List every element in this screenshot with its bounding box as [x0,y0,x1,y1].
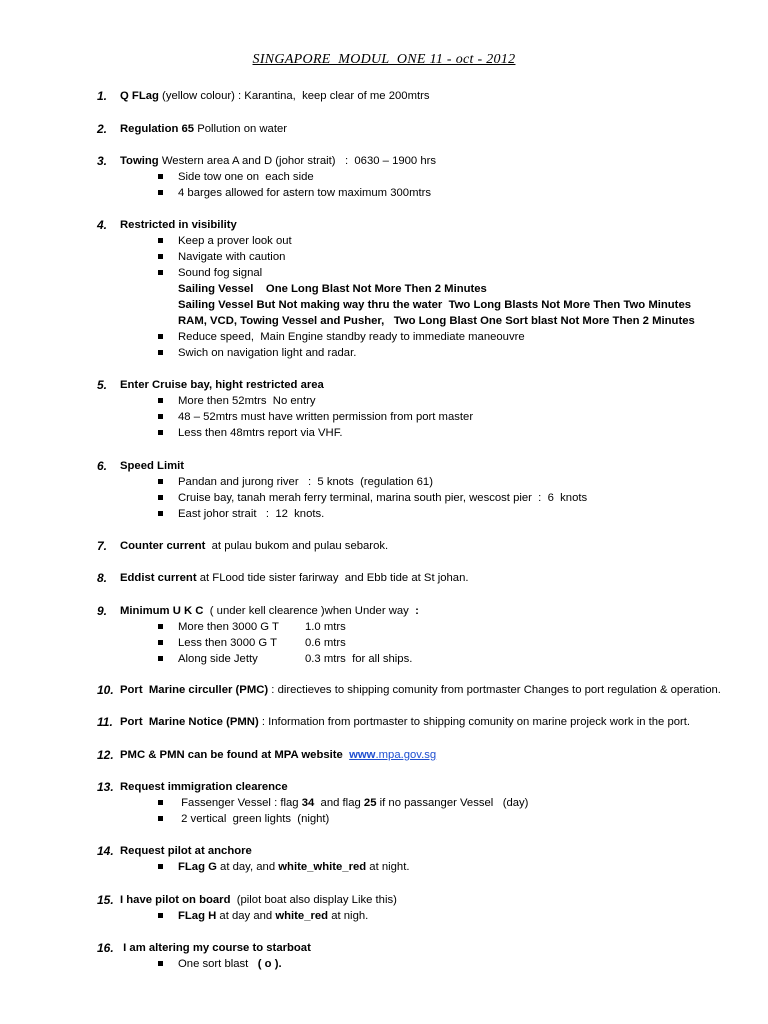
bullet-text-part: Reduce speed, Main Engine standby ready to immediate maneouvre [178,331,525,343]
item-number: 15. [97,893,114,907]
ukc-label: More then 3000 G T [178,621,279,633]
item-number: 12. [97,748,114,762]
bullet-square-icon [158,624,163,629]
bullet-square-icon [158,656,163,661]
item-number: 2. [97,122,108,136]
bullet-text [178,410,473,424]
bullet-text [178,909,368,923]
ukc-value: 0.3 mtrs for all ships. [305,653,413,665]
item-number: 7. [97,539,108,553]
item-heading: Restricted in visibility [120,219,237,231]
bullet-text [178,812,329,826]
bullet-square-icon [158,190,163,195]
bullet-text-part: 4 barges allowed for astern tow maximum 300mtrs [178,187,432,199]
bullet-square-icon [158,495,163,500]
item-text [120,780,288,794]
item-number: 4. [97,218,108,232]
item-text [120,89,430,103]
item-heading: Request pilot at anchore [120,845,252,857]
bullet-text-part: Side tow one on each side [178,171,314,183]
item-text [120,218,237,232]
item-description: ( under kell clearence )when Under way [203,605,409,617]
item-heading: Counter current [120,540,206,552]
item-text [120,941,311,955]
bullet-square-icon [158,350,163,355]
item-text [120,893,397,907]
item-number: 8. [97,571,108,585]
bullet-text-part: at night. [366,861,410,873]
bullet-square-icon [158,640,163,645]
item-text [120,683,721,697]
item-heading: Towing [120,155,159,167]
bullet-text-part: More then 52mtrs No entry [178,395,316,407]
bullet-text [178,796,528,810]
bullet-square-icon [158,913,163,918]
item-number: 3. [97,154,108,168]
fog-signal-text: Sailing Vessel But Not making way thru the water Two Long Blasts Not More Then Two Minutes [178,299,692,311]
bullet-square-icon [158,479,163,484]
bullet-text-part: Swich on navigation light and radar. [178,347,357,359]
fog-signal-text: RAM, VCD, Towing Vessel and Pusher, Two Long Blast One Sort blast Not More Then 2 Minutes [178,315,695,327]
item-heading: Q FLag [120,90,159,102]
item-description: at FLood tide sister farirway and Ebb tide at St johan. [196,572,469,584]
bullet-text [178,266,262,280]
bullet-text-part: white_red [275,910,329,922]
bullet-text-part: Less then 48mtrs report via VHF. [178,427,343,439]
bullet-text-part: 34 [301,797,315,809]
bullet-square-icon [158,961,163,966]
bullet-text [178,330,525,344]
bullet-text-part: ( o ). [254,958,282,970]
ukc-value: 1.0 mtrs [305,621,346,633]
bullet-text-part: Sound fog signal [178,267,263,279]
item-text [120,539,388,553]
bullet-square-icon [158,816,163,821]
bullet-text [178,860,410,874]
bullet-text-part: FLag G [178,861,217,873]
bullet-square-icon [158,800,163,805]
item-description: : Information from portmaster to shipping comunity on marine projeck work in the port. [258,716,691,728]
item-heading: Request immigration clearence [120,781,288,793]
ukc-label: Along side Jetty [178,653,258,665]
bullet-square-icon [158,174,163,179]
bullet-square-icon [158,334,163,339]
fog-signal-text: Sailing Vessel One Long Blast Not More Then 2 Minutes [178,283,487,295]
bullet-square-icon [158,254,163,259]
item-description: at pulau bukom and pulau sebarok. [205,540,389,552]
bullet-square-icon [158,398,163,403]
item-description: (pilot boat also display Like this) [230,894,397,906]
item-heading: Port Marine circuller (PMC) [120,684,269,696]
item-text [120,154,436,168]
item-number: 10. [97,683,114,697]
bullet-square-icon [158,414,163,419]
bullet-text-part: Fassenger Vessel : flag [178,797,302,809]
bullet-text-part: 2 vertical green lights (night) [178,813,330,825]
link-domain: .mpa.gov.sg [375,749,437,761]
bullet-text-part: 25 [363,797,377,809]
item-description: (yellow colour) : Karantina, keep clear of me 200mtrs [158,90,430,102]
bullet-text [178,250,285,264]
item-description: : directieves to shipping comunity from portmaster Changes to port regulation & operation. [268,684,721,696]
item-text [120,844,252,858]
bullet-text-part: and flag [314,797,364,809]
bullet-text [178,491,587,505]
bullet-text-part: Keep a prover look out [178,235,292,247]
bullet-text-part: One sort blast [178,958,255,970]
item-text [120,748,436,762]
item-number: 6. [97,459,108,473]
item-heading: Regulation 65 [120,123,195,135]
item-text [120,459,184,473]
bullet-square-icon [158,238,163,243]
item-heading: PMC & PMN can be found at MPA website [120,749,343,761]
item-text [120,571,469,585]
bullet-text-part: East johor strait : 12 knots. [178,508,325,520]
bullet-text [178,475,433,489]
bullet-text [178,394,316,408]
bullet-text [178,507,324,521]
bullet-text-part: at day, and [216,861,279,873]
item-number: 1. [97,89,108,103]
item-text [120,122,287,136]
item-description-tail: : [408,605,419,617]
document-title: SINGAPORE MODUL ONE 11 - oct - 2012 [252,52,516,67]
item-text [120,715,690,729]
ukc-value: 0.6 mtrs [305,637,346,649]
mpa-website-link[interactable] [349,749,436,761]
bullet-text-part: Pandan and jurong river : 5 knots (regulation 61) [178,476,433,488]
item-heading: Port Marine Notice (PMN) [120,716,259,728]
bullet-text-part: at nigh. [328,910,369,922]
item-number: 11. [97,715,113,729]
bullet-text-part: white_white_red [278,861,367,873]
bullet-text [178,426,343,440]
bullet-text-part: if no passanger Vessel (day) [376,797,529,809]
link-prefix: www [349,749,376,761]
bullet-text [178,346,356,360]
item-number: 16. [97,941,114,955]
bullet-text-part: at day and [216,910,276,922]
item-heading: Eddist current [120,572,197,584]
item-text [120,604,419,618]
item-heading: I have pilot on board [120,894,231,906]
bullet-text-part: Navigate with caution [178,251,286,263]
bullet-square-icon [158,270,163,275]
bullet-text [178,234,292,248]
bullet-square-icon [158,511,163,516]
item-text [120,378,324,392]
item-heading: I am altering my course to starboat [120,942,311,954]
bullet-text [178,957,282,971]
item-number: 5. [97,378,108,392]
item-heading: Enter Cruise bay, hight restricted area [120,379,324,391]
bullet-text [178,170,314,184]
item-heading: Speed Limit [120,460,185,472]
bullet-text-part: 48 – 52mtrs must have written permission from port master [178,411,474,423]
bullet-text-part: Cruise bay, tanah merah ferry terminal, marina south pier, wescost pier : 6 knots [178,492,588,504]
item-number: 14. [97,844,114,858]
bullet-square-icon [158,430,163,435]
ukc-label: Less then 3000 G T [178,637,278,649]
bullet-text [178,186,431,200]
bullet-text-part: FLag H [178,910,217,922]
bullet-square-icon [158,864,163,869]
item-description: Western area A and D (johor strait) : 0630 – 1900 hrs [158,155,437,167]
item-number: 9. [97,604,108,618]
item-number: 13. [97,780,114,794]
item-description: Pollution on water [194,123,288,135]
item-heading: Minimum U K C [120,605,204,617]
